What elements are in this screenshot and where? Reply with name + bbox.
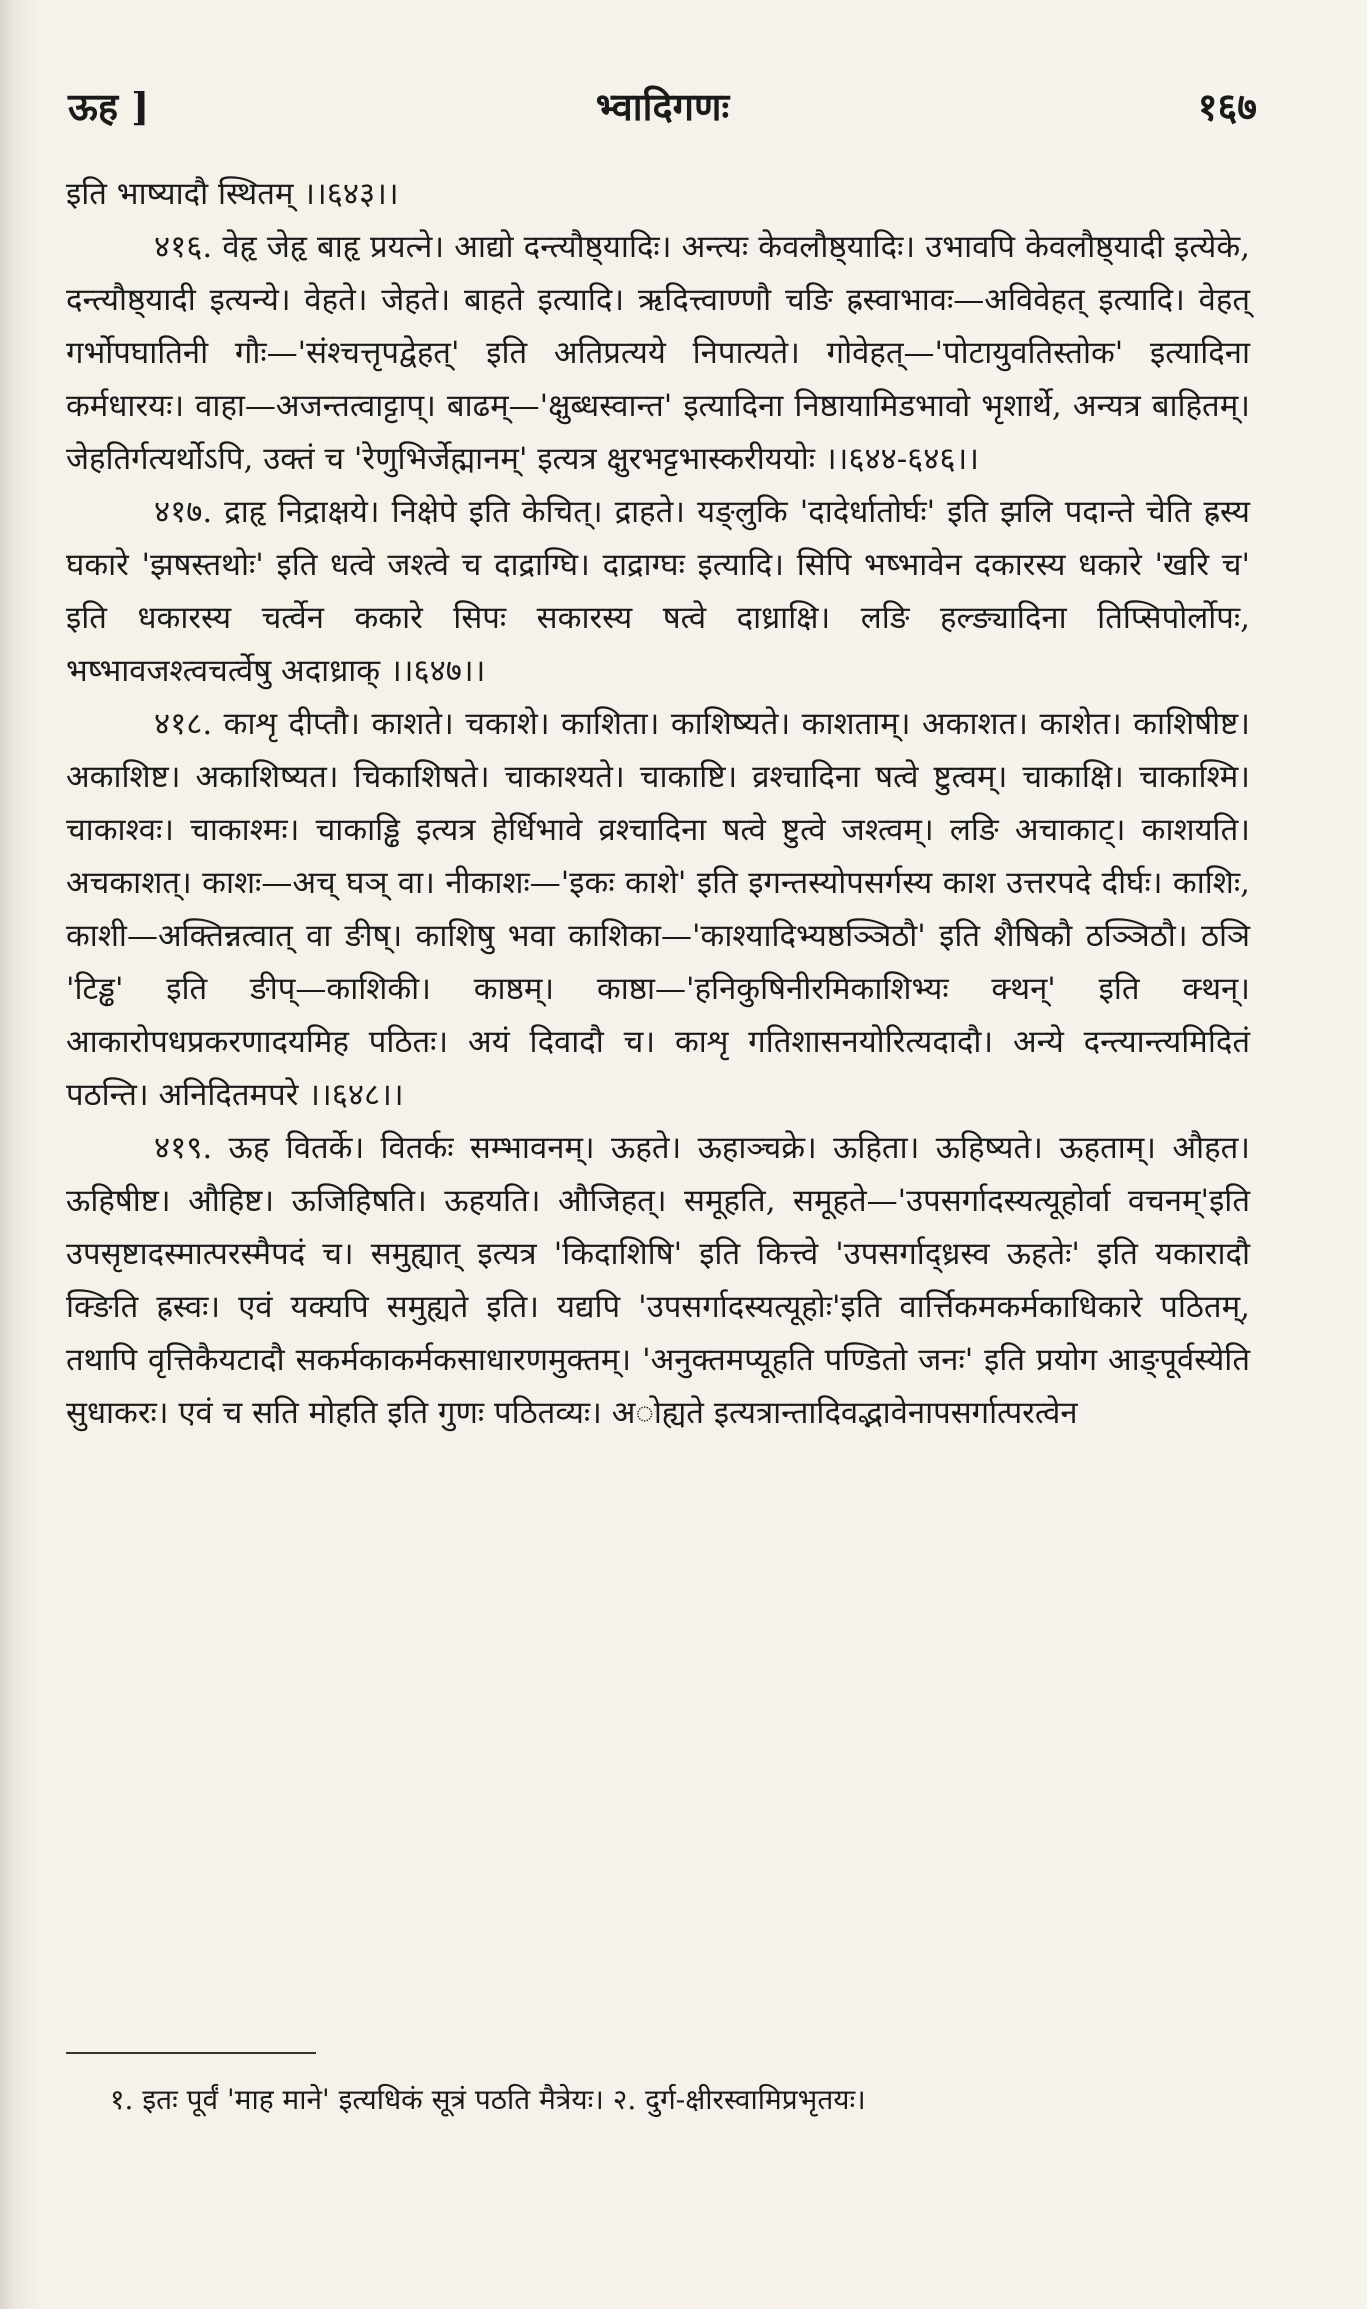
header-left: ऊह ] — [68, 84, 150, 129]
paragraph-continuation: इति भाष्यादौ स्थितम् ।।६४३।। — [66, 176, 399, 212]
footnote-divider — [66, 2052, 316, 2054]
footnote: १. इतः पूर्वं 'माह माने' इत्यधिकं सूत्रं पठति मैत्रेयः। २. दुर्ग-क्षीरस्वामिप्रभृतयः। — [110, 2083, 866, 2116]
paragraph-417: ४१७. द्राहृ निद्राक्षये। निक्षेपे इति केचित्। द्राहते। यङ्लुकि 'दादेर्धातोर्घः' इति झलि पदान्ते चेति ह्रस्य घकारे 'झषस्तथोः' इति धत्वे जश्त्वे च दाद्राग्घि। दाद्राग्घः इत्यादि। सिपि भष्भावेन दकारस्य धकारे 'खरि च' इति धकारस्य चर्त्वेन ककारे सिपः सकारस्य षत्वे दाध्राक्षि। लङि हल्ङ्यादिना तिप्सिपोर्लोपः, भष्भावजश्त्वचर्त्वेषु अदाध्राक् ।।६४७।। — [66, 494, 1250, 689]
paragraph-416: ४१६. वेहृ जेहृ बाहृ प्रयत्ने। आद्यो दन्त्यौष्ठ्यादिः। अन्त्यः केवलौष्ठ्यादिः। उभावपि केवलौष्ठ्यादी इत्येके, दन्त्यौष्ठ्यादी इत्यन्ये। वेहते। जेहते। बाहते इत्यादि। ऋदित्त्वाण्णौ चङि ह्रस्वाभावः—अविवेहत् इत्यादि। वेहत् गर्भोपघातिनी गौः—'संश्चत्तृपद्वेहत्' इति अतिप्रत्यये निपात्यते। गोवेहत्—'पोटायुवतिस्तोक' इत्यादिना कर्मधारयः। वाहा—अजन्तत्वाट्टाप्। बाढम्—'क्षुब्धस्वान्त' इत्यादिना निष्ठायामिडभावो भृशार्थे, अन्यत्र बाहितम्। जेहतिर्गत्यर्थोऽपि, उक्तं च 'रेणुभिर्जेह्मानम्' इत्यत्र क्षुरभट्टभास्करीययोः ।।६४४-६४६।। — [66, 229, 1250, 477]
page-body — [66, 168, 1250, 1440]
page-header — [68, 70, 1257, 130]
page-number: १६७ — [1197, 84, 1257, 129]
paragraph-419: ४१९. ऊह वितर्के। वितर्कः सम्भावनम्। ऊहते। ऊहाञ्चक्रे। ऊहिता। ऊहिष्यते। ऊहताम्। औहत। ऊहिषीष्ट। औहिष्ट। ऊजिहिषति। ऊहयति। औजिहत्। समूहति, समूहते—'उपसर्गादस्यत्यूहोर्वा वचनम्'इति उपसृष्टादस्मात्परस्मैपदं च। समुह्यात् इत्यत्र 'किदाशिषि' इति कित्त्वे 'उपसर्गाद्ध्रस्व ऊहतेः' इति यकारादौ क्ङिति ह्रस्वः। एवं यक्यपि समुह्यते इति। यद्यपि 'उपसर्गादस्यत्यूहोः'इति वार्त्तिकमकर्मकाधिकारे पठितम्, तथापि वृत्तिकैयटादौ सकर्मकाकर्मकसाधारणमुक्तम्। 'अनुक्तमप्यूहति पण्डितो जनः' इति प्रयोग आङ्पूर्वस्येति सुधाकरः। एवं च सति मोहति इति गुणः पठितव्यः। अोह्यते इत्यत्रान्तादिवद्भावेनापसर्गात्परत्वेन — [66, 1130, 1250, 1431]
header-title: भ्वादिगणः — [595, 84, 730, 129]
paragraph-418: ४१८. काशृ दीप्तौ। काशते। चकाशे। काशिता। काशिष्यते। काशताम्। अकाशत। काशेत। काशिषीष्ट। अकाशिष्ट। अकाशिष्यत। चिकाशिषते। चाकाश्यते। चाकाष्टि। व्रश्चादिना षत्वे ष्टुत्वम्। चाकाक्षि। चाकाश्मि। चाकाश्वः। चाकाश्मः। चाकाड्ढि इत्यत्र हेर्धिभावे व्रश्चादिना षत्वे ष्टुत्वे जश्त्वम्। लङि अचाकाट्। काशयति। अचकाशत्। काशः—अच् घञ् वा। नीकाशः—'इकः काशे' इति इगन्तस्योपसर्गस्य काश उत्तरपदे दीर्घः। काशिः, काशी—अक्तिन्नत्वात् वा ङीष्। काशिषु भवा काशिका—'काश्यादिभ्यष्ठञ्ञिठौ' इति शैषिकौ ठञ्ञिठौ। ठञि 'टिड्ढ' इति ङीप्—काशिकी। काष्ठम्। काष्ठा—'हनिकुषिनीरमिकाशिभ्यः क्थन्' इति क्थन्। आकारोपधप्रकरणादयमिह पठितः। अयं दिवादौ च। काशृ गतिशासनयोरित्यदादौ। अन्ये दन्त्यान्त्यमिदितं पठन्ति। अनिदितमपरे ।।६४८।। — [66, 706, 1250, 1113]
